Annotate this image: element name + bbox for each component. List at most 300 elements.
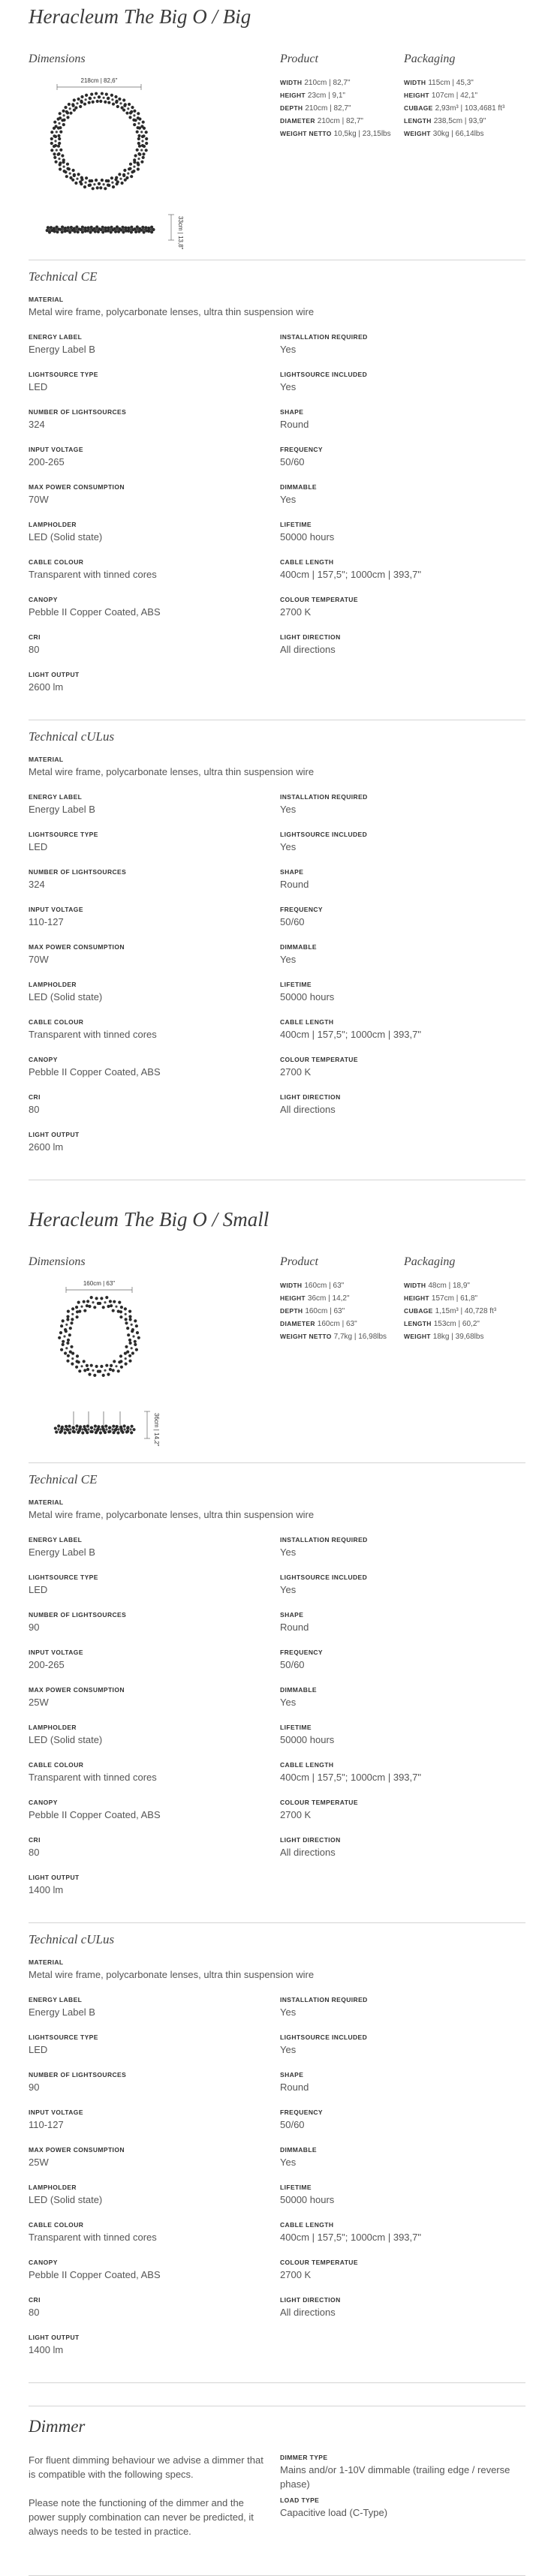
spec-label: FREQUENCY [280,446,323,453]
spec-value: Metal wire frame, polycarbonate lenses, ultra thin suspension wire [29,766,315,777]
spec-label: LIGHT DIRECTION [280,633,341,641]
spec-value: Mains and/or 1-10V dimmable (trailing edge / reverse phase) [280,2464,510,2490]
spec-val: 18kg | 39,68lbs [432,1333,484,1341]
technical-spec-grid [29,1498,525,1903]
spec-item [29,2220,280,2250]
dimensions-heading: Dimensions [29,53,86,65]
product-section [29,0,525,1180]
spec-value: Yes [280,1584,297,1595]
spec-key: DEPTH [280,1307,303,1315]
spec-row [280,1279,404,1292]
spec-value: LED (Solid state) [29,2194,103,2205]
spec-value: 50000 hours [280,2194,335,2205]
spec-val: 10,5kg | 23,15lbs [333,130,391,138]
spec-item [29,867,280,897]
spec-item [29,2070,280,2100]
spec-value: 50000 hours [280,991,335,1002]
spec-item [280,1610,516,1640]
spec-row [280,1330,404,1343]
spec-key: CUBAGE [404,1307,433,1315]
spec-value: 110-127 [29,916,64,927]
spec-label: FREQUENCY [280,1649,323,1656]
spec-value: Round [280,879,309,890]
spec-item [29,1835,280,1865]
spec-value: Metal wire frame, polycarbonate lenses, ultra thin suspension wire [29,1969,315,1980]
spec-label: LIGHT DIRECTION [280,1836,341,1844]
spec-item [280,482,516,512]
spec-item [29,2145,280,2175]
spec-key: WIDTH [280,1282,303,1289]
spec-val: 23cm | 9,1" [307,92,345,100]
spec-key: WEIGHT NETTO [280,1333,332,1340]
spec-label: FREQUENCY [280,2109,323,2116]
spec-value: 90 [29,1622,40,1633]
spec-item [280,942,516,972]
spec-item [280,520,516,550]
spec-label: MATERIAL [29,1958,64,1966]
spec-row [404,128,516,140]
spec-val: 107cm | 42,1" [431,92,478,100]
spec-label: INPUT VOLTAGE [29,1649,83,1656]
spec-item [280,2033,516,2063]
spec-val: 2,93m³ | 103,4681 ft³ [435,104,505,113]
spec-item [29,980,280,1010]
spec-item [280,980,516,1010]
spec-label: LIGHTSOURCE TYPE [29,831,98,838]
spec-label: INSTALLATION REQUIRED [280,1996,368,2003]
spec-item [280,2496,516,2526]
spec-item [280,1723,516,1753]
spec-label: MATERIAL [29,756,64,763]
spec-value: 70W [29,494,49,505]
spec-label: DIMMABLE [280,2146,317,2154]
technical-heading: Technical CE [29,1472,98,1486]
spec-value: 50/60 [280,1659,305,1670]
spec-key: HEIGHT [404,92,429,99]
dimensions-column [29,53,280,260]
spec-key: DIAMETER [280,117,315,125]
spec-value: 400cm | 157,5"; 1000cm | 393,7" [280,569,421,580]
spec-value: 2600 lm [29,681,64,693]
spec-key: WIDTH [280,79,303,86]
spec-label: LIFETIME [280,981,312,988]
spec-label: LIGHT OUTPUT [29,671,80,678]
spec-item [29,2108,280,2138]
spec-value: 25W [29,1697,49,1708]
spec-item [280,2453,516,2491]
technical-spec-grid [29,755,525,1160]
technical-spec-grid [29,1958,525,2363]
spec-item [29,942,280,972]
spec-key: DEPTH [280,104,303,112]
spec-value: 80 [29,1104,40,1115]
spec-val: 30kg | 66,14lbs [432,130,484,138]
spec-value: 400cm | 157,5"; 1000cm | 393,7" [280,2232,421,2243]
spec-key: WEIGHT [404,1333,431,1340]
spec-item [29,520,280,550]
spec-label: ENERGY LABEL [29,1536,83,1543]
spec-label: CABLE COLOUR [29,1761,84,1769]
spec-label: FREQUENCY [280,906,323,913]
spec-value: LED [29,1584,48,1595]
spec-label: LIGHTSOURCE INCLUDED [280,1574,368,1581]
spec-row [280,1305,404,1318]
spec-item [29,332,280,362]
spec-value: 200-265 [29,1659,65,1670]
spec-item [29,482,280,512]
technical-section [29,720,525,1180]
spec-row [404,1305,516,1318]
spec-label: INSTALLATION REQUIRED [280,793,368,801]
spec-item [29,1130,280,1160]
spec-value: Yes [280,494,297,505]
spec-val: 160cm | 63" [317,1320,357,1328]
spec-key: WEIGHT [404,130,431,137]
dimmer-section [29,2406,525,2576]
spec-item [29,445,280,475]
spec-item [280,2070,516,2100]
spec-item [280,1055,516,1085]
spec-item [29,792,280,822]
spec-value: Yes [280,1697,297,1708]
spec-value: 80 [29,644,40,655]
spec-value: 80 [29,1847,40,1858]
spec-label: CABLE COLOUR [29,1018,84,1026]
chandelier-drawing-icon [29,77,224,257]
spec-val: 160cm | 63" [304,1282,345,1290]
spec-value: Pebble II Copper Coated, ABS [29,1809,161,1820]
spec-label: MAX POWER CONSUMPTION [29,1686,125,1694]
product-title: Heracleum The Big O / Big [29,5,251,28]
spec-item [29,1093,280,1123]
spec-val: 160cm | 63" [305,1307,345,1315]
spec-label: LAMPHOLDER [29,981,77,988]
spec-row [404,1292,516,1305]
technical-heading: Technical cULus [29,1932,115,1946]
spec-value: 2700 K [280,606,312,618]
spec-label: COLOUR TEMPERATUE [280,596,358,603]
spec-label: CRI [29,1093,41,1101]
spec-item [29,1723,280,1753]
spec-item [29,407,280,437]
spec-value: LED (Solid state) [29,991,103,1002]
spec-val: 7,7kg | 16,98lbs [333,1333,387,1341]
spec-label: CRI [29,633,41,641]
spec-label: LIFETIME [280,521,312,528]
spec-row [404,115,516,128]
spec-row [280,102,404,115]
technical-heading: Technical CE [29,269,98,284]
spec-item [29,1760,280,1790]
spec-value: All directions [280,644,336,655]
height-label: 33cm | 13,8" [177,216,184,250]
spec-row [404,1279,516,1292]
spec-val: 238,5cm | 93,9" [433,117,486,125]
technical-section [29,260,525,720]
spec-row [404,77,516,89]
spec-item [280,830,516,860]
spec-key: HEIGHT [404,1294,429,1302]
spec-item [29,1055,280,1085]
spec-item [29,905,280,935]
spec-value: Metal wire frame, polycarbonate lenses, ultra thin suspension wire [29,1509,315,1520]
spec-label: ENERGY LABEL [29,793,83,801]
spec-label: CANOPY [29,2259,58,2266]
spec-label: CRI [29,1836,41,1844]
spec-value: 70W [29,954,49,965]
spec-item [29,558,280,588]
spec-value: Energy Label B [29,804,95,815]
spec-value: 25W [29,2157,49,2168]
spec-key: LENGTH [404,1320,432,1327]
spec-item [280,595,516,625]
spec-value: Yes [280,2044,297,2055]
spec-label: MATERIAL [29,296,64,303]
spec-item [280,558,516,588]
spec-row [404,89,516,102]
packaging-column [404,1255,516,1462]
spec-value: All directions [280,2307,336,2318]
spec-item [280,370,516,400]
spec-label: LAMPHOLDER [29,521,77,528]
spec-row [404,1330,516,1343]
packaging-heading: Packaging [404,1255,456,1268]
packaging-spec-list [404,77,516,140]
spec-key: HEIGHT [280,1294,306,1302]
spec-label: LOAD TYPE [280,2496,320,2504]
spec-value: Round [280,1622,309,1633]
spec-row [280,1318,404,1330]
spec-label: LIGHT DIRECTION [280,1093,341,1101]
technical-section [29,1462,525,1922]
spec-item [280,2258,516,2288]
spec-label: LIGHTSOURCE INCLUDED [280,2033,368,2041]
spec-value: Energy Label B [29,344,95,355]
product-drawing [29,1279,224,1459]
spec-val: 48cm | 18,9" [428,1282,470,1290]
dimmer-specs [280,2453,516,2553]
spec-label: SHAPE [280,868,304,876]
spec-item [29,1648,280,1678]
spec-label: INSTALLATION REQUIRED [280,1536,368,1543]
spec-value: Yes [280,841,297,852]
spec-item [29,755,516,785]
spec-value: Transparent with tinned cores [29,569,157,580]
spec-val: 115cm | 45,3" [428,79,474,87]
spec-label: INPUT VOLTAGE [29,446,83,453]
spec-value: 50/60 [280,456,305,467]
spec-value: 200-265 [29,456,65,467]
spec-value: LED [29,381,48,392]
spec-item [280,867,516,897]
spec-value: 2700 K [280,1066,312,1078]
spec-label: COLOUR TEMPERATUE [280,1799,358,1806]
spec-val: 1,15m³ | 40,728 ft³ [435,1307,497,1315]
spec-val: 153cm | 60,2" [433,1320,480,1328]
spec-label: CABLE LENGTH [280,558,334,566]
spec-key: CUBAGE [404,104,433,112]
spec-label: LIFETIME [280,1724,312,1731]
spec-label: LIGHT OUTPUT [29,2334,80,2341]
height-label: 36cm | 14,2" [153,1413,160,1447]
spec-item [280,2183,516,2213]
spec-value: Yes [280,954,297,965]
spec-value: LED (Solid state) [29,531,103,543]
spec-item [280,633,516,663]
dimmer-notes [29,2453,280,2553]
spec-item [29,1958,516,1988]
technical-spec-grid [29,295,525,700]
product-heading: Product [280,53,318,65]
spec-item [280,1648,516,1678]
spec-item [29,595,280,625]
spec-label: CABLE COLOUR [29,558,84,566]
spec-item [280,1835,516,1865]
spec-value: Yes [280,381,297,392]
spec-value: 400cm | 157,5"; 1000cm | 393,7" [280,1772,421,1783]
spec-label: SHAPE [280,1611,304,1619]
spec-item [29,2033,280,2063]
spec-item [280,2108,516,2138]
spec-key: DIAMETER [280,1320,315,1327]
spec-label: NUMBER OF LIGHTSOURCES [29,408,127,416]
spec-value: 324 [29,419,45,430]
spec-item [29,2183,280,2213]
dimmer-paragraph: For fluent dimming behaviour we advise a dimmer that is compatible with the following specs. [29,2454,263,2480]
spec-value: Yes [280,344,297,355]
spec-item [280,1685,516,1715]
spec-item [280,1093,516,1123]
spec-label: MAX POWER CONSUMPTION [29,943,125,951]
spec-label: ENERGY LABEL [29,1996,83,2003]
product-column [280,53,404,260]
spec-value: Yes [280,1547,297,1558]
dimmer-paragraph: Please note the functioning of the dimmer and the power supply combination can never be predicted, it always needs to be tested in practice. [29,2497,254,2537]
spec-key: LENGTH [404,117,432,125]
spec-item [280,1573,516,1603]
spec-label: DIMMABLE [280,483,317,491]
spec-label: INPUT VOLTAGE [29,906,83,913]
spec-item [29,633,280,663]
product-column [280,1255,404,1462]
spec-label: CANOPY [29,1056,58,1063]
spec-row [280,1292,404,1305]
spec-value: Yes [280,2157,297,2168]
dimensions-row [29,33,525,260]
spec-value: Round [280,2082,309,2093]
spec-label: LIGHTSOURCE INCLUDED [280,831,368,838]
dimmer-title: Dimmer [29,2417,86,2436]
spec-value: Round [280,419,309,430]
spec-item [29,1798,280,1828]
spec-val: 210cm | 82,7" [305,104,351,113]
spec-value: 80 [29,2307,40,2318]
spec-item [29,1017,280,1048]
width-label: 160cm | 63" [83,1280,116,1287]
spec-value: All directions [280,1847,336,1858]
product-section [29,1203,525,2383]
spec-item [280,2295,516,2325]
technical-heading: Technical cULus [29,729,115,744]
spec-label: DIMMER TYPE [280,2454,328,2461]
dimensions-column [29,1255,280,1462]
spec-value: 400cm | 157,5"; 1000cm | 393,7" [280,1029,421,1040]
spec-item [29,295,516,325]
spec-item [29,830,280,860]
spec-label: LAMPHOLDER [29,1724,77,1731]
product-drawing [29,77,224,257]
spec-value: 2700 K [280,1809,312,1820]
spec-label: CANOPY [29,596,58,603]
spec-item [280,332,516,362]
spec-item [280,905,516,935]
spec-label: CABLE LENGTH [280,1018,334,1026]
product-spec-list [280,77,404,140]
spec-value: Yes [280,804,297,815]
spec-label: MAX POWER CONSUMPTION [29,483,125,491]
spec-row [280,77,404,89]
spec-value: Transparent with tinned cores [29,1772,157,1783]
product-heading: Product [280,1255,318,1268]
spec-value: 50000 hours [280,531,335,543]
spec-label: COLOUR TEMPERATUE [280,1056,358,1063]
spec-value: 50000 hours [280,1734,335,1745]
spec-item [29,1685,280,1715]
spec-value: 90 [29,2082,40,2093]
spec-value: Energy Label B [29,1547,95,1558]
spec-item [280,792,516,822]
packaging-spec-list [404,1279,516,1343]
spec-label: CABLE COLOUR [29,2221,84,2229]
spec-value: 50/60 [280,916,305,927]
spec-value: Capacitive load (C-Type) [280,2507,388,2518]
spec-key: WIDTH [404,1282,426,1289]
spec-label: LIGHT DIRECTION [280,2296,341,2304]
spec-val: 157cm | 61,8" [431,1294,478,1303]
spec-value: 2700 K [280,2269,312,2280]
technical-section [29,1922,525,2382]
spec-row [280,128,404,140]
spec-label: DIMMABLE [280,1686,317,1694]
spec-label: CABLE LENGTH [280,1761,334,1769]
spec-value: Yes [280,2006,297,2018]
spec-val: 210cm | 82,7" [317,117,363,125]
spec-row [280,89,404,102]
spec-value: 324 [29,879,45,890]
spec-item [29,670,280,700]
spec-value: Pebble II Copper Coated, ABS [29,1066,161,1078]
spec-value: 50/60 [280,2119,305,2130]
spec-key: HEIGHT [280,92,306,99]
spec-item [29,2333,280,2363]
spec-row [404,1318,516,1330]
spec-label: DIMMABLE [280,943,317,951]
spec-value: 110-127 [29,2119,64,2130]
spec-label: LIGHTSOURCE TYPE [29,1574,98,1581]
spec-label: NUMBER OF LIGHTSOURCES [29,1611,127,1619]
spec-item [280,1535,516,1565]
spec-value: 2600 lm [29,1141,64,1153]
spec-label: MATERIAL [29,1498,64,1506]
spec-item [280,1995,516,2025]
spec-value: Metal wire frame, polycarbonate lenses, ultra thin suspension wire [29,306,315,317]
spec-item [29,2258,280,2288]
spec-label: NUMBER OF LIGHTSOURCES [29,2071,127,2079]
spec-val: 210cm | 82,7" [304,79,351,87]
spec-item [29,1995,280,2025]
spec-label: LIGHTSOURCE TYPE [29,371,98,378]
spec-label: COLOUR TEMPERATUE [280,2259,358,2266]
